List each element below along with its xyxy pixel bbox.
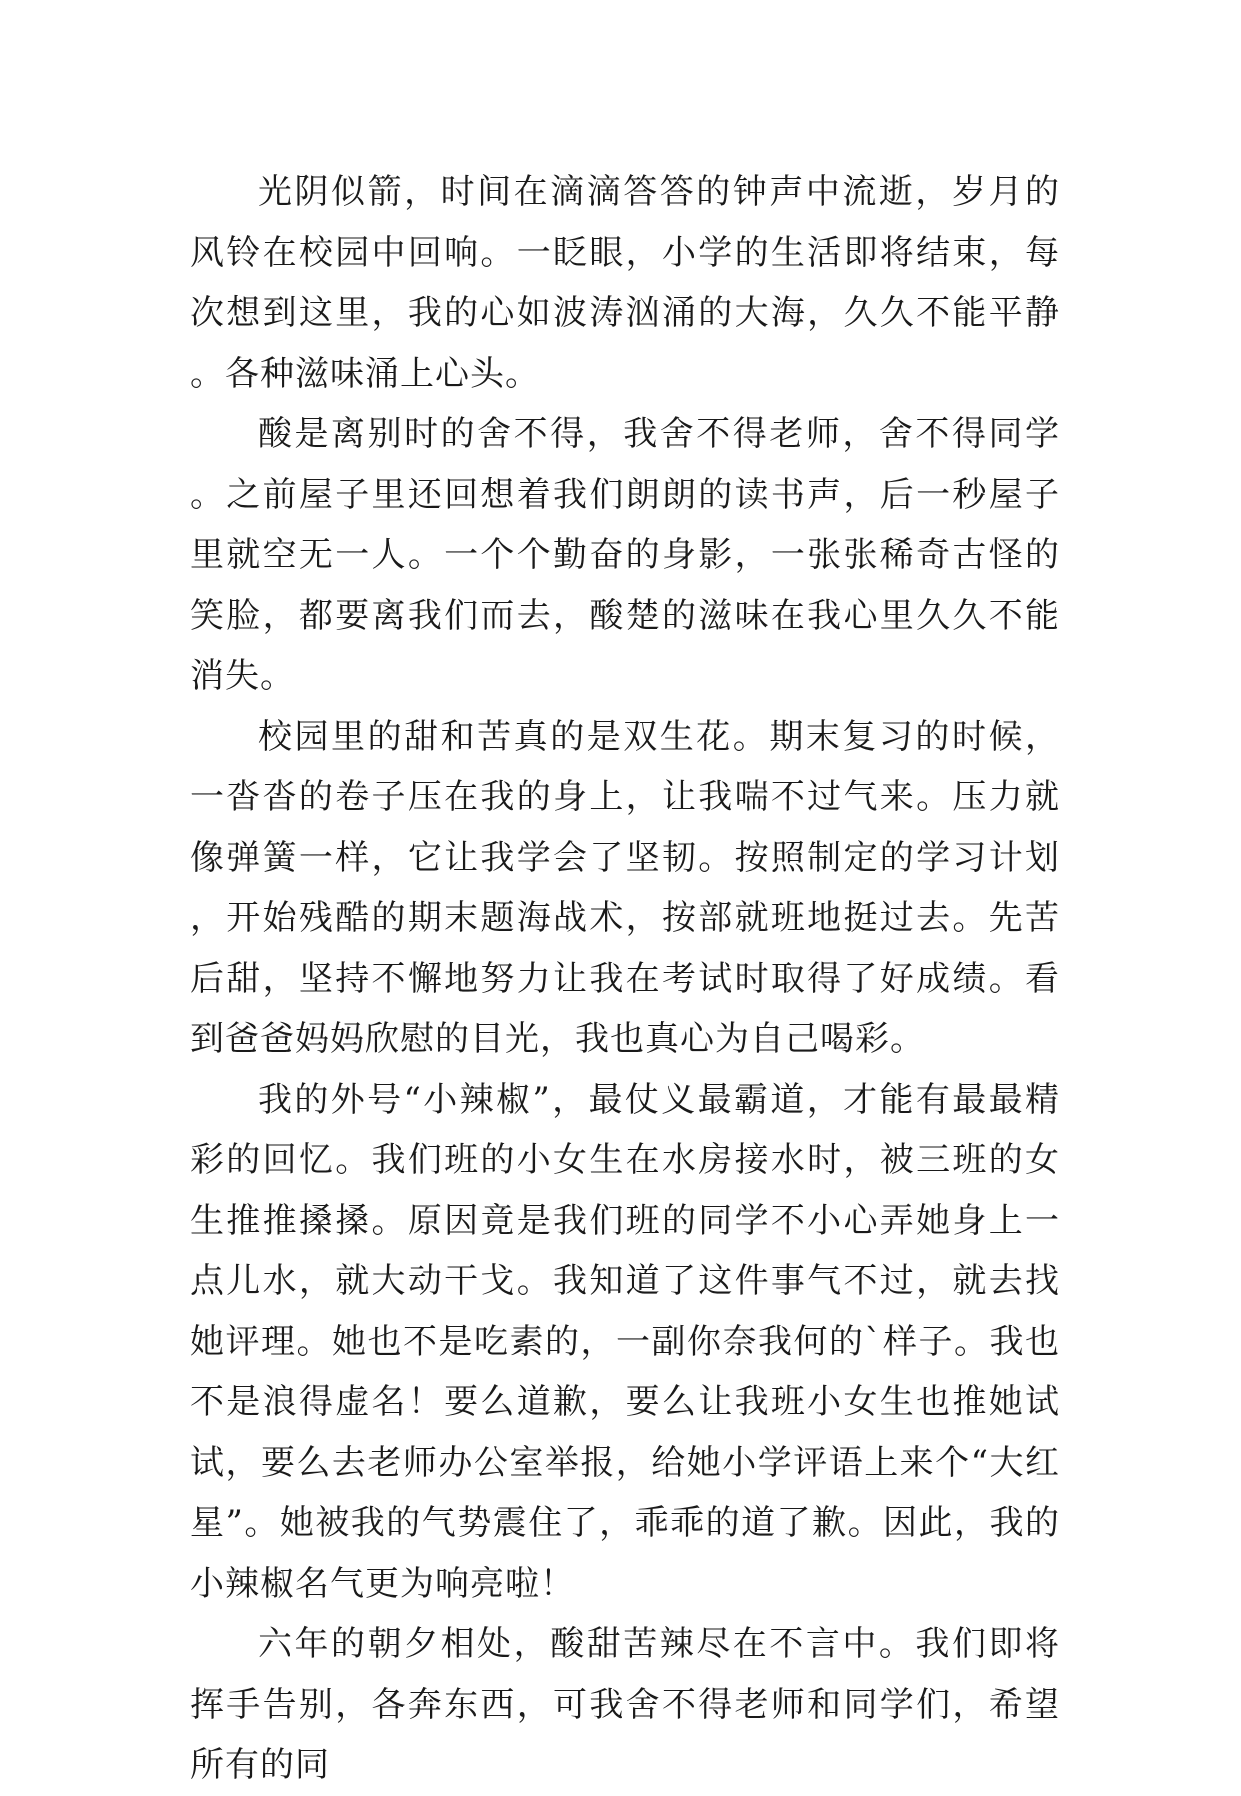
paragraph-spicy: 我的外号“小辣椒”，最仗义最霸道，才能有最最精彩的回忆。我们班的小女生在水房接水时，被三班的女生推推搡搡。原因竟是我们班的同学不小心弄她身上一点儿水，就大动干戈。我知道了这件事气不过，就去找她评理。她也不是吃素的，一副你奈我何的`样子。我也不是浪得虚名！要么道歉，要么让我班小女生也推她试试，要么去老师办公室举报，给她小学评语上来个“大红星”。她被我的气势震住了，乖乖的道了歉。因此，我的小辣椒名气更为响亮啦！ <box>190 1079 1060 1604</box>
paragraph-sour: 酸是离别时的舍不得，我舍不得老师，舍不得同学。之前屋子里还回想着我们朗朗的读书声，后一秒屋子里就空无一人。一个个勤奋的身影，一张张稀奇古怪的笑脸，都要离我们而去，酸楚的滋味在我心里久久不能消失。 <box>190 414 1060 696</box>
paragraph-farewell: 六年的朝夕相处，酸甜苦辣尽在不言中。我们即将挥手告别，各奔东西，可我舍不得老师和同学们，希望所有的同 <box>190 1624 1060 1785</box>
document-body <box>190 162 1060 1796</box>
paragraph-intro: 光阴似箭，时间在滴滴答答的钟声中流逝，岁月的风铃在校园中回响。一眨眼，小学的生活即将结束，每次想到这里，我的心如波涛汹涌的大海，久久不能平静。各种滋味涌上心头。 <box>190 172 1060 394</box>
paragraph-sweet-bitter: 校园里的甜和苦真的是双生花。期末复习的时候，一沓沓的卷子压在我的身上，让我喘不过气来。压力就像弹簧一样，它让我学会了坚韧。按照制定的学习计划，开始残酷的期末题海战术，按部就班地挺过去。先苦后甜，坚持不懈地努力让我在考试时取得了好成绩。看到爸爸妈妈欣慰的目光，我也真心为自己喝彩。 <box>190 716 1060 1059</box>
